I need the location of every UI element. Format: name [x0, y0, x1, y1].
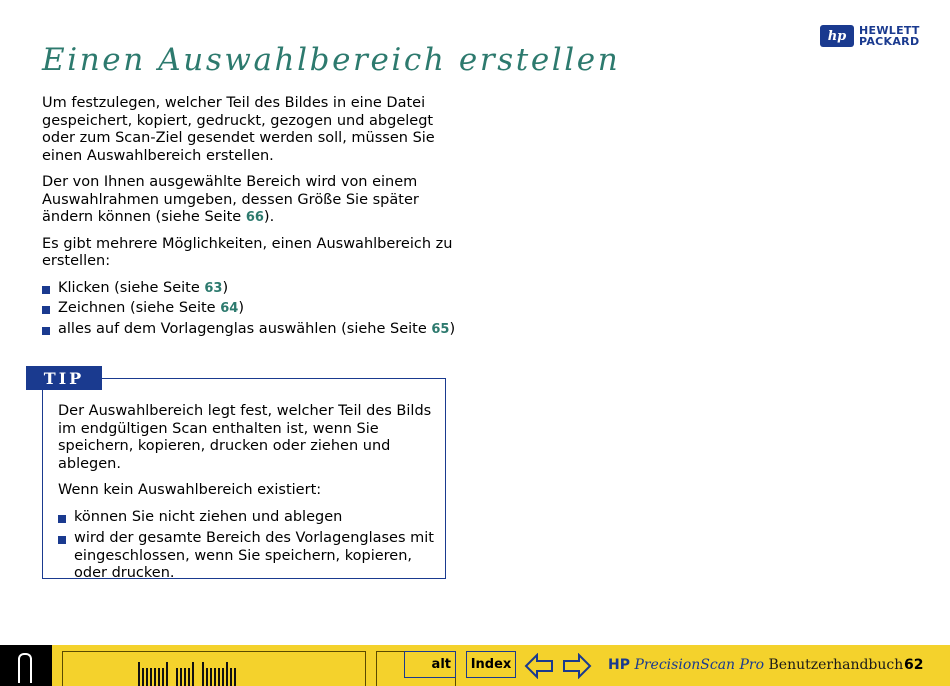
frame-text: Der von Ihnen ausgewählte Bereich wird von einem Auswahlrahmen umgeben, dessen Größe Sie später ändern können (siehe Seite	[42, 174, 419, 225]
bullet-icon	[42, 306, 50, 314]
list-item	[58, 509, 448, 527]
bullet-icon	[42, 327, 50, 335]
arrow-right-icon[interactable]	[562, 653, 592, 679]
options-list	[42, 280, 462, 339]
option-text: Klicken (siehe Seite	[58, 279, 205, 296]
tip-item-text: wird der gesamte Bereich des Vorlagenglases mit eingeschlossen, wenn Sie speichern, kopieren, oder drucken.	[74, 530, 434, 581]
tab-glyph-icon	[18, 653, 32, 683]
option-text: alles auf dem Vorlagenglas auswählen (siehe Seite	[58, 320, 432, 337]
list-item	[42, 280, 462, 298]
frame-paragraph	[42, 174, 462, 227]
main-content	[42, 95, 462, 341]
footer-product: PrecisionScan Pro	[634, 657, 765, 673]
tip-item-text: können Sie nicht ziehen und ablegen	[74, 508, 343, 525]
index-button[interactable]: Index	[466, 651, 516, 678]
page-link-66[interactable]: 66	[245, 210, 264, 225]
page-number: 62	[904, 657, 924, 673]
hp-logo	[820, 24, 932, 48]
tip-list	[58, 509, 448, 583]
tip-paragraph-condition: Wenn kein Auswahlbereich existiert:	[58, 482, 322, 498]
bullet-icon	[58, 515, 66, 523]
intro-paragraph: Um festzulegen, welcher Teil des Bildes in eine Datei gespeichert, kopiert, gedruckt, gezogen und abgelegt oder zum Scan-Ziel gesendet werden soll, müssen Sie einen Auswahlbereich erstellen.	[42, 95, 435, 164]
logo-line1: HEWLETT	[859, 24, 920, 37]
logo-line2: PACKARD	[859, 35, 920, 48]
list-item	[42, 321, 462, 339]
list-item	[42, 300, 462, 318]
option-text-end: )	[222, 279, 229, 296]
option-text: Zeichnen (siehe Seite	[58, 300, 221, 316]
footer-title	[608, 657, 903, 673]
option-text-end: )	[238, 300, 244, 316]
option-text-end: )	[449, 320, 456, 337]
tip-content	[58, 403, 448, 587]
page-link-63[interactable]: 63	[204, 280, 223, 296]
footer-bar	[0, 645, 950, 686]
page-link-64[interactable]: 64	[220, 301, 239, 316]
list-item	[58, 530, 448, 583]
page-link-65[interactable]: 65	[431, 321, 450, 337]
contents-button[interactable]: alt	[404, 651, 456, 678]
page-title: Einen Auswahlbereich erstellen	[42, 42, 621, 78]
bullet-icon	[42, 286, 50, 294]
footer-doc-title: Benutzerhandbuch	[768, 657, 904, 673]
hp-logo-badge: hp	[820, 25, 854, 47]
options-paragraph: Es gibt mehrere Möglichkeiten, einen Auswahlbereich zu erstellen:	[42, 235, 453, 269]
arrow-left-icon[interactable]	[524, 653, 554, 679]
barcode-icon	[138, 659, 236, 686]
footer-brand: HP	[608, 657, 630, 673]
bullet-icon	[58, 536, 66, 544]
hp-logo-text	[859, 25, 920, 47]
tip-label: TIP	[26, 366, 102, 390]
tip-paragraph: Der Auswahlbereich legt fest, welcher Teil des Bilds im endgültigen Scan enthalten ist, wenn Sie speichern, kopieren, drucken oder ziehen und ablegen.	[58, 403, 432, 472]
footer-tab	[0, 645, 52, 686]
frame-text-end: ).	[263, 209, 275, 225]
